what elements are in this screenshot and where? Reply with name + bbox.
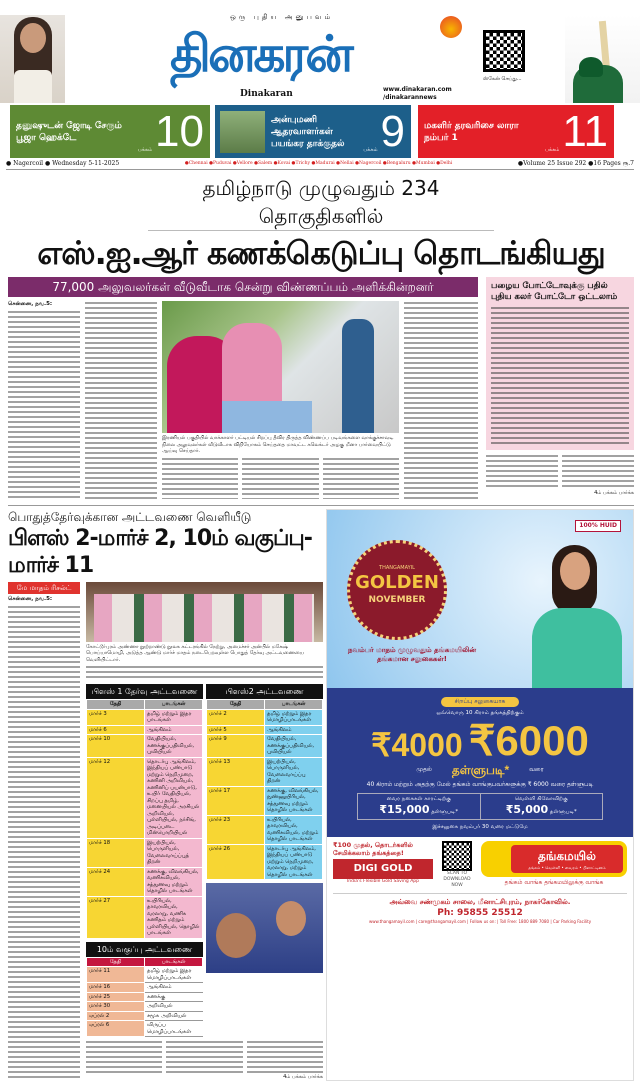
lead-column-text bbox=[323, 457, 399, 499]
teaser-text: தனுஷுடன் ஜோடி சேரும் பூஜா ஹெக்டே bbox=[10, 120, 135, 144]
table-row bbox=[87, 967, 203, 983]
exam-date: மார்ச் 23 bbox=[207, 815, 265, 844]
from-label: முதல் bbox=[416, 763, 432, 777]
exam-date: மார்ச் 26 bbox=[207, 844, 265, 880]
website-info bbox=[383, 86, 452, 102]
teaser-text: அன்புமணி ஆதரவாளர்கள் பயங்கர தாக்குதல் bbox=[265, 114, 360, 150]
lead-column-text bbox=[8, 310, 80, 499]
exam-subjects: விருப்ப மொழிப்பாடங்கள் bbox=[145, 1021, 203, 1037]
column-header: பாடங்கள் bbox=[145, 957, 203, 967]
exam-date: மார்ச் 16 bbox=[87, 983, 145, 993]
teaser-photo bbox=[220, 111, 265, 153]
exam-subjects: கணக்கு, விலங்கியல், நுண்ணுயிரியல், சத்துணவு மற்றும் தொழில் பாடங்கள் bbox=[265, 786, 323, 815]
exam-headline: பிளஸ் 2-மார்ச் 2, 10ம் வகுப்பு- மார்ச் 11 bbox=[8, 525, 323, 579]
table-row bbox=[87, 896, 203, 938]
newspaper-logo: தினகரன் bbox=[170, 26, 351, 82]
sidebar-title: பழைய போட்டோவுக்கு பதில் புதிய கலர் போட்டோ ஒட்டலாம் bbox=[491, 281, 629, 303]
exam-subjects: ஆங்கிலம் bbox=[265, 725, 323, 735]
plus1-schedule-table bbox=[86, 684, 203, 939]
divider bbox=[333, 893, 627, 894]
digi-gold-logo: DIGI GOLD bbox=[333, 859, 433, 879]
exam-subjects: வேதியியல், கணக்குப்பதிவியல், புவியியல் bbox=[145, 735, 203, 758]
silver-label: வெள்ளி கிலோவிற்கு bbox=[483, 796, 601, 803]
continued-link[interactable]: 4ம் பக்கம் பார்க்க bbox=[486, 490, 634, 497]
table-row bbox=[207, 735, 323, 758]
exam-date: மார்ச் 9 bbox=[207, 735, 265, 758]
exam-subjects: இயற்பியல், பொருளியல், வேலைவாய்ப்புத் திறன் bbox=[145, 838, 203, 867]
page-label: பக்கம் bbox=[135, 147, 155, 153]
lead-photo bbox=[162, 301, 399, 433]
golden-november-badge bbox=[347, 540, 447, 640]
table-row bbox=[87, 992, 203, 1002]
exam-subjects: ஆங்கிலம் bbox=[145, 725, 203, 735]
table-row bbox=[87, 757, 203, 838]
exam-photo bbox=[86, 582, 323, 642]
exam-date: மார்ச் 18 bbox=[87, 838, 145, 867]
model-photo bbox=[0, 15, 65, 103]
exam-subjects: கணக்கு bbox=[145, 992, 203, 1002]
volume-info: ●Volume 25 Issue 292 ●16 Pages ரூ.7 bbox=[518, 160, 634, 168]
lead-dateline: சென்னை, நவ.5: bbox=[8, 301, 80, 308]
exam-subjects: தமிழ் மற்றும் இதர பாடங்கள் bbox=[145, 709, 203, 725]
exam-subjects: தமிழ் மற்றும் இதர மொழிப்பாடங்கள் bbox=[145, 967, 203, 983]
column-header: தேதி bbox=[87, 957, 145, 967]
to-amount: ₹6000 bbox=[469, 719, 589, 763]
exam-date: மார்ச் 10 bbox=[87, 735, 145, 758]
ambassador-photo bbox=[522, 540, 622, 688]
table-row bbox=[207, 844, 323, 880]
sidebar-text bbox=[491, 306, 629, 446]
lead-photo-caption: இரணியல் பகுதியில் வாக்காளர் பட்டியல் சிறப்பு தீவிர திருத்த விண்ணப்ப படிவங்களை வாக்குச்சாவடி நிலை அலுவலர்கள் வீடுவீடாக விநியோகம் செய்ததை மாவட்ட கலெக்டர் அழகு மீனா பார்வையிட்டு ஆய்வு செய்தார். bbox=[162, 435, 399, 455]
offer-panel bbox=[327, 688, 633, 837]
exam-column-text bbox=[8, 605, 80, 1081]
exam-column-text bbox=[166, 1040, 242, 1074]
ad-slogan: தங்கம் வாங்க தங்கமயிலுக்கு வாங்க bbox=[481, 879, 627, 887]
digi-gold-subtitle: India's Flexible Gold Saving App bbox=[333, 879, 433, 885]
tenth-schedule-table bbox=[86, 942, 203, 1038]
exam-column-text bbox=[86, 1040, 162, 1074]
exam-date: மார்ச் 3 bbox=[87, 709, 145, 725]
column-header: பாடங்கள் bbox=[145, 700, 203, 710]
table-title: பிளஸ் 1 தேர்வு அட்டவணை bbox=[86, 684, 203, 699]
exam-subjects: உயிரியல், தாவரவியல், வணிகவியல், மற்றும் தொழில் பாடங்கள் bbox=[265, 815, 323, 844]
table-row bbox=[207, 725, 323, 735]
exam-date: மார்ச் 2 bbox=[207, 709, 265, 725]
exam-subjects: அறிவியல் bbox=[145, 1002, 203, 1012]
lead-column-text bbox=[404, 301, 478, 499]
ad-tagline: நவம்பர் மாதம் முழுவதும் தங்கமயிலின் தங்கமான சலுகைகள்! bbox=[337, 646, 487, 664]
table-title: பிளஸ்2 அட்டவணை bbox=[206, 684, 323, 699]
table-title: 10ம் வகுப்பு அட்டவணை bbox=[86, 942, 203, 957]
qr-code[interactable] bbox=[483, 30, 525, 72]
teaser-page-number: 10 bbox=[155, 108, 210, 156]
page-label: பக்கம் bbox=[542, 147, 562, 153]
discount-label: தள்ளுபடி* bbox=[550, 809, 577, 815]
exam-date: மார்ச் 17 bbox=[207, 786, 265, 815]
from-amount: ₹4000 bbox=[371, 727, 463, 763]
scan-label: SCAN TO DOWNLOAD NOW bbox=[439, 871, 475, 889]
golden-text: GOLDEN bbox=[350, 572, 444, 594]
english-name: Dinakaran bbox=[240, 88, 293, 100]
table-row bbox=[87, 725, 203, 735]
social-handle: /dinakarannews bbox=[383, 94, 452, 102]
exam-dateline: சென்னை, நவ.5: bbox=[8, 596, 80, 603]
diamond-amount: ₹15,000 bbox=[379, 803, 429, 816]
sun-logo-icon bbox=[440, 16, 462, 38]
sidebar-continued-text bbox=[486, 454, 558, 490]
lead-column-text bbox=[242, 457, 318, 499]
discount-label: தள்ளுபடி* bbox=[431, 809, 458, 815]
exam-date: மார்ச் 11 bbox=[87, 967, 145, 983]
exam-date: மார்ச் 13 bbox=[207, 757, 265, 786]
masthead-tagline: ஒரு புதிய அனுபவம் bbox=[230, 12, 333, 22]
exam-subjects: ஆங்கிலம் bbox=[145, 983, 203, 993]
offer-condition: 40 கிராம் மற்றும் அதற்கு மேல் தங்கம் வாங்குபவர்களுக்கு ₹ 6000 வரை தள்ளுபடி bbox=[357, 781, 603, 789]
exam-subjects: தொடர்பு ஆங்கிலம், இந்தியப் பண்பாடு மற்றும் நெறிமுறை, வரலாறு, மற்றும் தொழில் பாடங்கள் bbox=[265, 844, 323, 880]
huid-badge: 100% HUID bbox=[575, 520, 621, 532]
per-gram-label: ஒவ்வொரு 10 கிராம் தங்கத்திற்கும் bbox=[410, 710, 550, 717]
edition-date: ● Nagercoil ● Wednesday 5-11-2025 bbox=[6, 160, 119, 168]
offer-validity: இச்சலுகை நவம்பர் 30 வரை மட்டுமே bbox=[327, 824, 633, 831]
brand-name: THANGAMAYIL bbox=[350, 565, 444, 572]
lead-subheadline: தமிழ்நாடு முழுவதும் 234 தொகுதிகளில் bbox=[148, 174, 494, 231]
plus2-schedule-table bbox=[206, 684, 323, 880]
edition-cities: ●Chennai ●Puduvai ●Vellore ●Salem ●Kovai ●Trichy ●Madurai ●Nellai ●Nagercoil ●Bengaluru ●Mumbai ●Delhi bbox=[125, 160, 512, 168]
table-row bbox=[87, 1021, 203, 1037]
exam-date: மார்ச் 25 bbox=[87, 992, 145, 1002]
discount-label: தள்ளுபடி* bbox=[452, 763, 509, 777]
thangamayil-logo bbox=[481, 841, 627, 877]
teaser-text: மகளிர் தரவரிசை லாரா நம்பர் 1 bbox=[418, 120, 542, 144]
teaser-page-number: 9 bbox=[381, 108, 411, 156]
lead-column-text bbox=[85, 301, 157, 499]
exam-text bbox=[86, 665, 323, 681]
exam-kicker: பொதுத்தேர்வுக்கான அட்டவணை வெளியீடு bbox=[8, 509, 323, 525]
exam-column-text bbox=[247, 1040, 323, 1074]
dateline-bar bbox=[6, 160, 634, 170]
lead-headline: எஸ்.ஐ.ஆர் கணக்கெடுப்பு தொடங்கியது bbox=[8, 233, 634, 273]
store-phone[interactable]: Ph: 95855 25512 bbox=[333, 907, 627, 919]
qr-note: ஸ்கேன் செய்து... bbox=[483, 76, 553, 83]
students-photo bbox=[206, 883, 323, 973]
exam-subjects: உயிரியல், தாவரவியல், வரலாறு, வணிக கணிதம் மற்றும் புள்ளியியல், தொழில் பாடங்கள் bbox=[145, 896, 203, 938]
table-row bbox=[87, 735, 203, 758]
page-content bbox=[8, 174, 634, 1081]
ad-footer: www.thangamayil.com | care@thangamayil.com | Follow us on: | Toll Free: 1800 889 7080 | Car Parking Facility bbox=[333, 919, 627, 925]
exam-date: மார்ச் 5 bbox=[207, 725, 265, 735]
table-row bbox=[87, 709, 203, 725]
to-label: வரை bbox=[529, 763, 544, 777]
sidebar-box bbox=[486, 277, 634, 450]
teaser-box[interactable] bbox=[10, 105, 210, 158]
teaser-page-number: 11 bbox=[562, 108, 614, 156]
table-row bbox=[87, 1011, 203, 1021]
ad-banner-image bbox=[327, 510, 633, 688]
diamond-label: வைர நகைகள் காரட்டிற்கு bbox=[360, 796, 478, 803]
column-header: பாடங்கள் bbox=[265, 700, 323, 710]
column-header: தேதி bbox=[207, 700, 265, 710]
logo-subtitle: தங்கம் • வெள்ளி • வைரம் • பிளாட்டினம் bbox=[513, 865, 621, 871]
exam-subjects: வேதியியல், கணக்குப்பதிவியல், புவியியல் bbox=[265, 735, 323, 758]
table-row bbox=[207, 815, 323, 844]
november-text: NOVEMBER bbox=[350, 594, 444, 606]
table-row bbox=[87, 1002, 203, 1012]
special-offer-label: சிறப்பு சலுகையாக bbox=[441, 697, 520, 707]
table-row bbox=[207, 757, 323, 786]
sidebar-continued-text bbox=[562, 454, 634, 490]
exam-date: ஏப்ரல் 6 bbox=[87, 1021, 145, 1037]
exam-tag: மே மாதம் ரிசல்ட் bbox=[8, 582, 80, 594]
silver-amount: ₹5,000 bbox=[506, 803, 548, 816]
teaser-box[interactable] bbox=[215, 105, 411, 158]
exam-date: மார்ச் 30 bbox=[87, 1002, 145, 1012]
table-row bbox=[207, 786, 323, 815]
exam-date: ஏப்ரல் 2 bbox=[87, 1011, 145, 1021]
exam-date: மார்ச் 24 bbox=[87, 867, 145, 896]
exam-story bbox=[8, 509, 323, 1081]
table-row bbox=[87, 983, 203, 993]
column-header: தேதி bbox=[87, 700, 145, 710]
lead-column-text bbox=[162, 457, 238, 499]
exam-subjects: தமிழ் மற்றும் இதர மொழிப்பாடங்கள் bbox=[265, 709, 323, 725]
table-row bbox=[207, 709, 323, 725]
page-label: பக்கம் bbox=[360, 147, 380, 153]
exam-subjects: சமூக அறிவியல் bbox=[145, 1011, 203, 1021]
website-link[interactable]: www.dinakaran.com bbox=[383, 86, 452, 94]
exam-date: மார்ச் 12 bbox=[87, 757, 145, 838]
logo-text: தங்கமயில் bbox=[513, 847, 621, 865]
exam-subjects: தொடர்பு ஆங்கிலம், இந்தியப் பண்பாடு மற்றும் நெறிமுறை, கணினி அறிவியல், கணினிப் பயன்பாடு, உயிர் வேதியியல், சிறப்பு தமிழ், மனையியல் அரசியல் அறிவியல், புள்ளியியல், நர்சிங், அடிப்படை மின்பொறியியல் bbox=[145, 757, 203, 838]
exam-subjects: கணக்கு, விலங்கியல், வணிகவியல், சத்துணவு மற்றும் தொழில் பாடங்கள் bbox=[145, 867, 203, 896]
store-address: அவ்வை சண்முகம் சாலை, மீனாட்சிபுரம், நாகர்கோவில். bbox=[333, 898, 627, 907]
exam-photo-caption: கோட்டூர்புரம் அண்ணா நூற்றாண்டு நூலக கட்டரங்கில் நேற்று, அமைச்சர் அன்பில் மகேஷ் பொய்யாமொழி, அடுத்த ஆண்டு மார்ச் மாதம் நடைபெறவுள்ள பொதுத் தேர்வு அட்டவணையை வெளியிட்டார். bbox=[86, 644, 323, 664]
table-row bbox=[87, 838, 203, 867]
teaser-box[interactable] bbox=[418, 105, 614, 158]
exam-date: மார்ச் 27 bbox=[87, 896, 145, 938]
thangamayil-advertisement[interactable] bbox=[326, 509, 634, 1081]
lead-banner: 77,000 அலுவலர்கள் வீடுவீடாக சென்று விண்ணப்பம் அளிக்கின்றனர் bbox=[8, 277, 478, 297]
continued-link[interactable]: 4ம் பக்கம் பார்க்க bbox=[86, 1074, 323, 1081]
digi-gold-promo: ₹100 முதல், தொடர்களில் சேமிக்கலாம் தங்கத்தை! bbox=[333, 841, 433, 857]
exam-date: மார்ச் 6 bbox=[87, 725, 145, 735]
lead-story bbox=[8, 277, 634, 499]
table-row bbox=[87, 867, 203, 896]
cricketer-photo bbox=[565, 15, 640, 103]
exam-subjects: இயற்பியல், பொருளியல், வேலைவாய்ப்பு திறன் bbox=[265, 757, 323, 786]
app-qr-code[interactable] bbox=[442, 841, 472, 871]
